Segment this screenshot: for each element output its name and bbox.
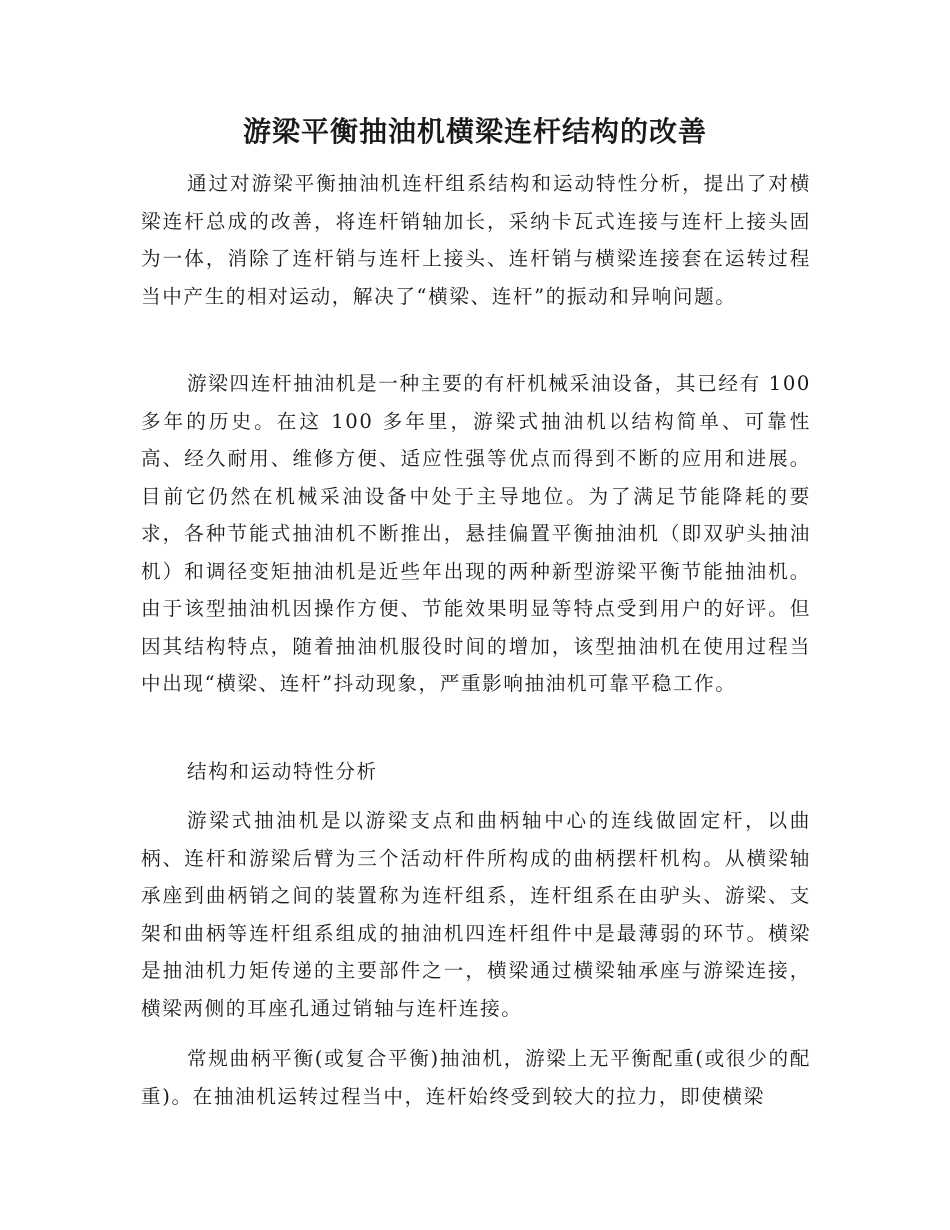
paragraph-introduction: 游梁四连杆抽油机是一种主要的有杆机械采油设备，其已经有 100 多年的历史。在这 100 多年里，游梁式抽油机以结构简单、可靠性高、经久耐用、维修方便、适应性强等优点而得到不断的应用和进展。目前它仍然在机械采油设备中处于主导地位。为了满足节能降耗的要求，各种节能式抽油机不断推出，悬挂偏置平衡抽油机（即双驴头抽油机）和调径变矩抽油机是近些年出现的两种新型游梁平衡节能抽油机。由于该型抽油机因操作方便、节能效果明显等特点受到用户的好评。但因其结构特点，随着抽油机服役时间的增加，该型抽油机在使用过程当中出现“横梁、连杆”抖动现象，严重影响抽油机可靠平稳工作。: [141, 372, 811, 695]
paragraph-conventional: 常规曲柄平衡(或复合平衡)抽油机，游梁上无平衡配重(或很少的配重)。在抽油机运转过程当中，连杆始终受到较大的拉力，即使横梁: [141, 1047, 811, 1108]
section-heading: 结构和运动特性分析: [187, 760, 378, 783]
paragraph-abstract: 通过对游梁平衡抽油机连杆组系结构和运动特性分析，提出了对横梁连杆总成的改善，将连杆销轴加长，采纳卡瓦式连接与连杆上接头固为一体，消除了连杆销与连杆上接头、连杆销与横梁连接套在运转过程当中产生的相对运动，解决了“横梁、连杆”的振动和异响问题。: [141, 172, 811, 308]
paragraph-structure: 游梁式抽油机是以游梁支点和曲柄轴中心的连线做固定杆，以曲柄、连杆和游梁后臂为三个活动杆件所构成的曲柄摆杆机构。从横梁轴承座到曲柄销之间的装置称为连杆组系，连杆组系在由驴头、游梁、支架和曲柄等连杆组系组成的抽油机四连杆组件中是最薄弱的环节。横梁是抽油机力矩传递的主要部件之一，横梁通过横梁轴承座与游梁连接，横梁两侧的耳座孔通过销轴与连杆连接。: [141, 809, 811, 1020]
document-title: 游梁平衡抽油机横梁连杆结构的改善: [242, 115, 707, 148]
